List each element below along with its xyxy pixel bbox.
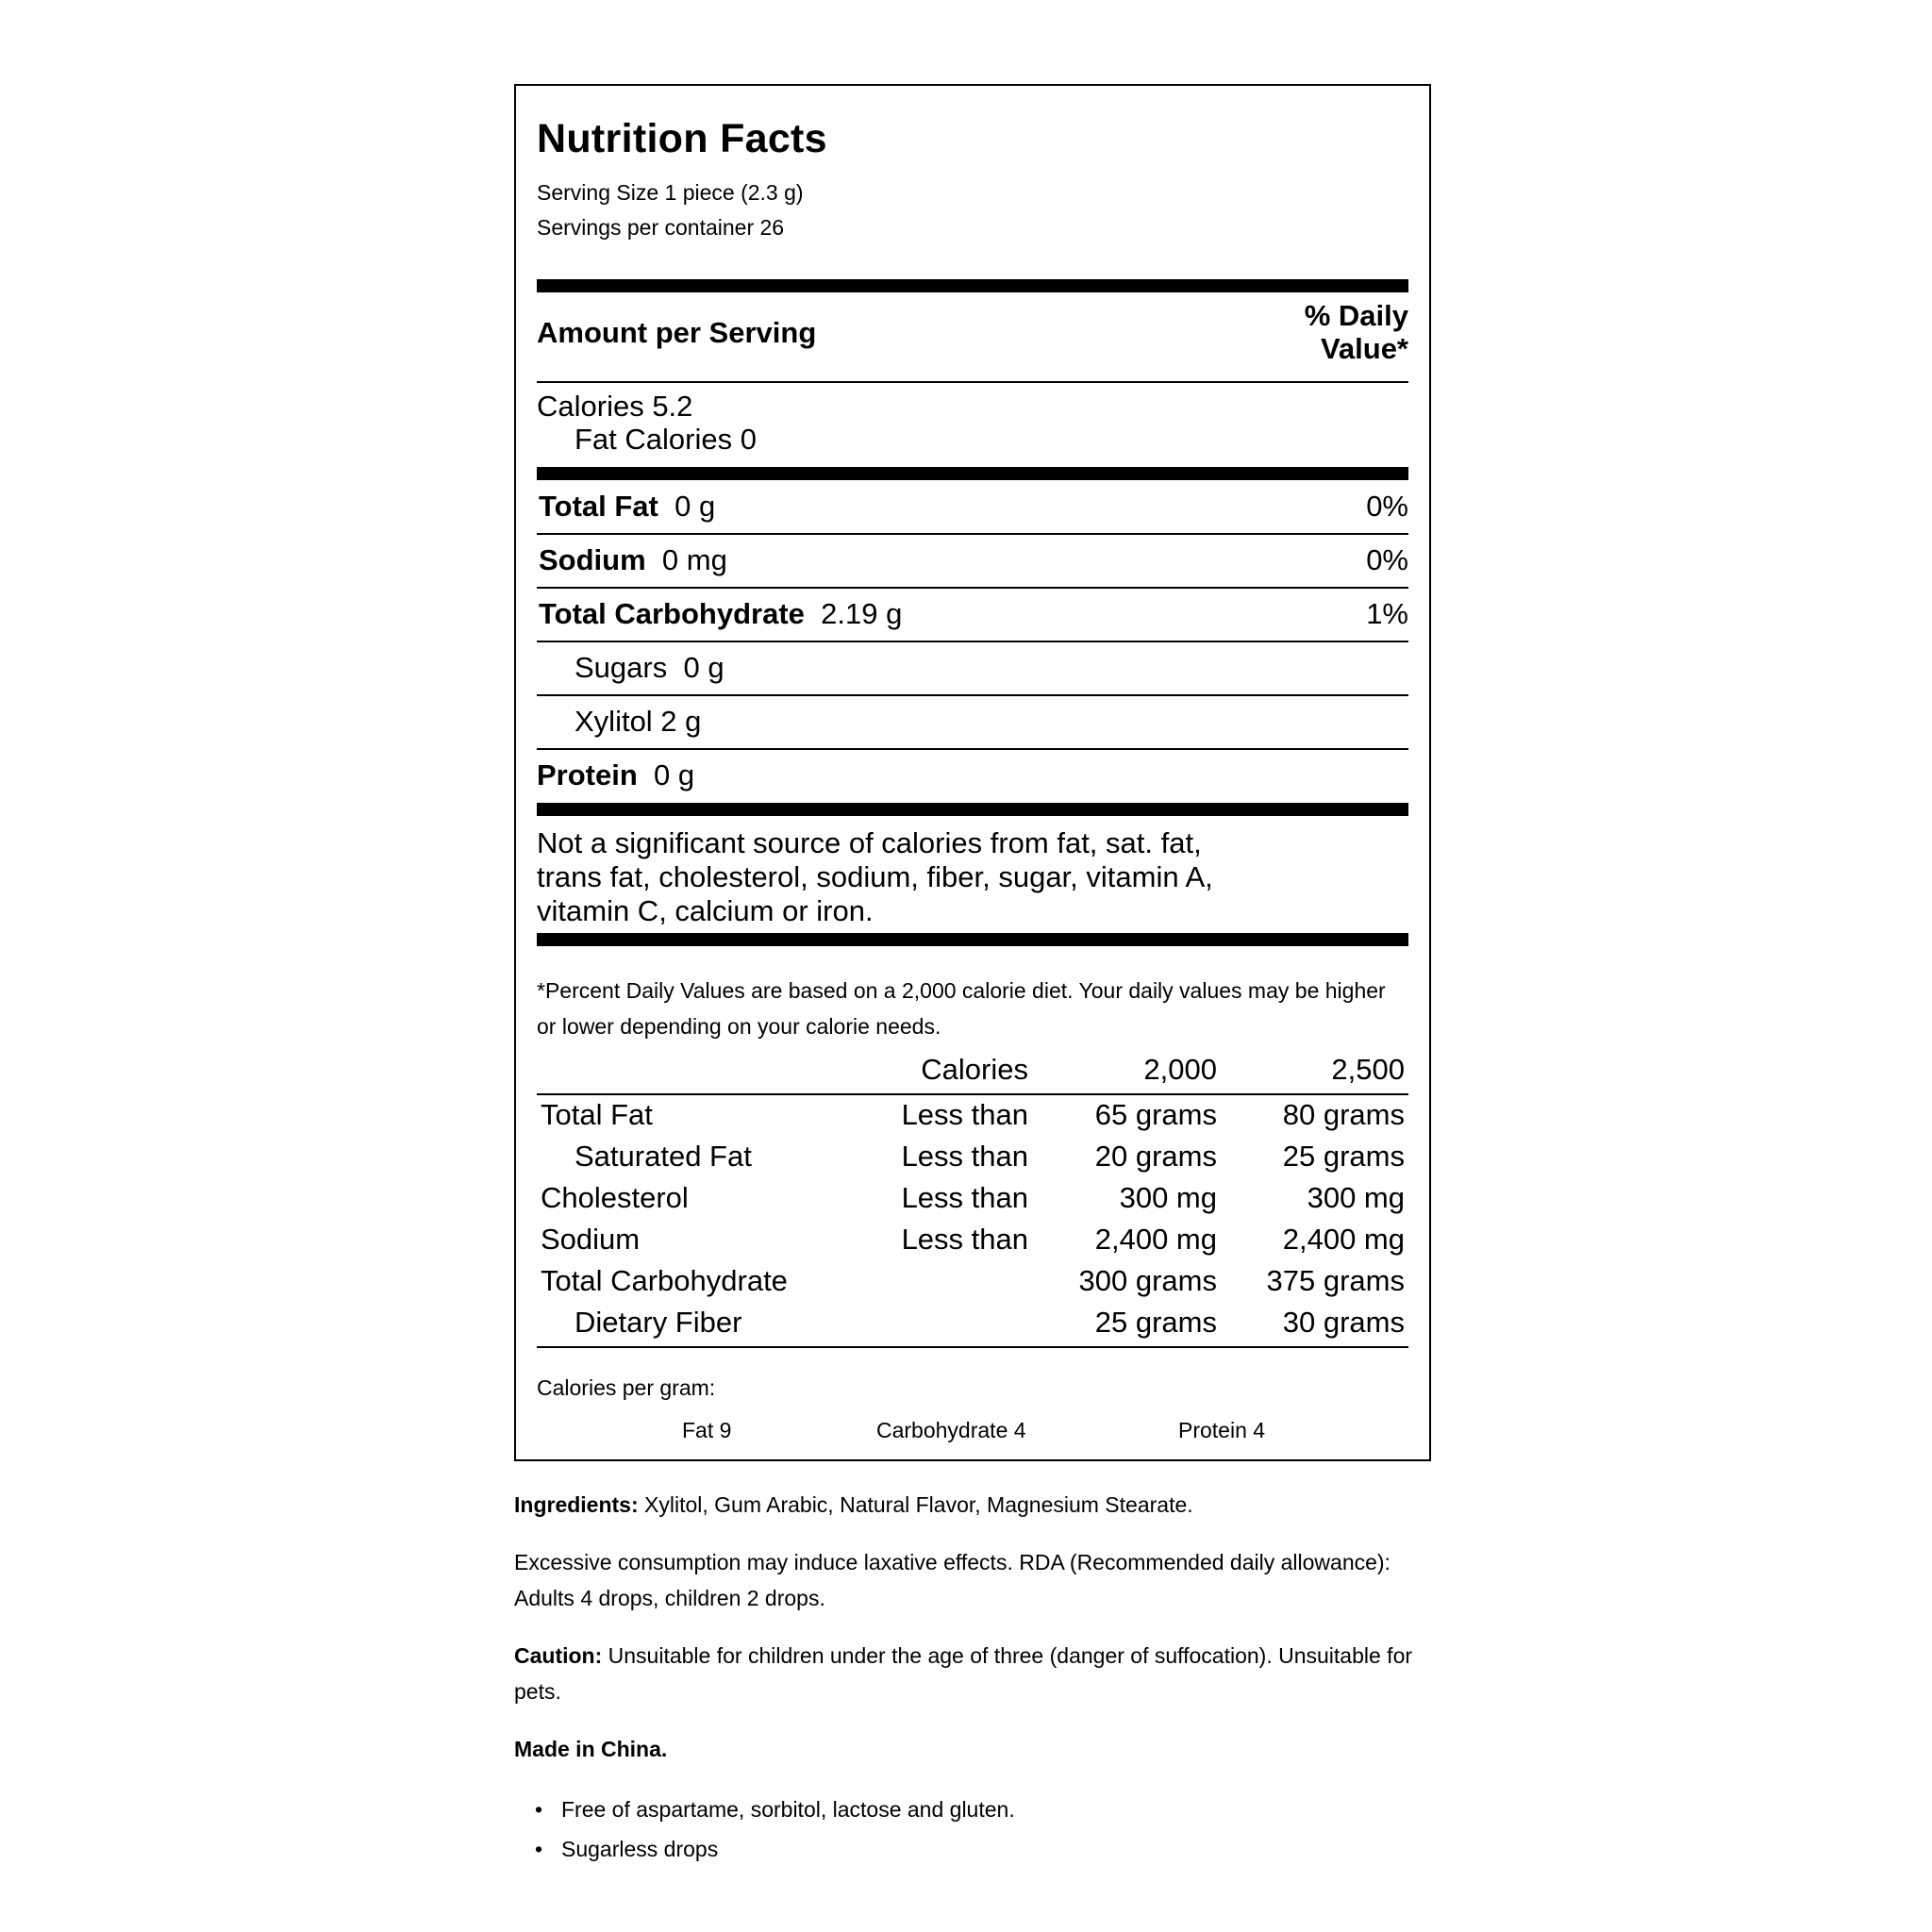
dv-value-2000: 25 grams: [1094, 1306, 1217, 1339]
daily-value-heading-line1: % Daily: [1304, 299, 1408, 332]
dv-table-row: [537, 1138, 1408, 1179]
nutrient-row-sugars: [537, 641, 1408, 694]
daily-value-heading: [1305, 299, 1408, 365]
dv-nutrient: Total Fat: [541, 1098, 653, 1131]
amount-per-serving-heading: Amount per Serving: [537, 316, 817, 349]
dv-nutrient: Sodium: [541, 1223, 641, 1256]
dv-table-row: [537, 1179, 1408, 1221]
caution-label: Caution:: [514, 1643, 603, 1668]
dv-value-2500: 25 grams: [1282, 1140, 1405, 1173]
nutrient-row-total-fat: [537, 480, 1408, 533]
nutrient-label: Xylitol 2 g: [575, 705, 702, 738]
caution: [514, 1638, 1448, 1709]
dv-value-2500: 300 mg: [1307, 1181, 1405, 1214]
calories: Calories 5.2: [537, 390, 693, 423]
feature-list: [514, 1790, 1015, 1869]
nutrition-facts-panel: [514, 84, 1431, 1461]
nutrient-dv: 0%: [1366, 490, 1408, 523]
dv-table-row: [537, 1262, 1408, 1304]
dv-table-header: [537, 1051, 1408, 1092]
dv-nutrient: Dietary Fiber: [575, 1306, 742, 1339]
nutrient-row-total-carbohydrate: [537, 588, 1408, 641]
thick-divider: [537, 467, 1408, 480]
dv-value-2500: 30 grams: [1282, 1306, 1405, 1339]
daily-value-heading-line2: Value*: [1320, 332, 1408, 365]
nutrient-row-xylitol: [537, 695, 1408, 748]
servings-per-container: Servings per container 26: [537, 215, 785, 240]
dv-value-2500: 375 grams: [1266, 1264, 1405, 1297]
dv-value-2500: 2,400 mg: [1282, 1223, 1405, 1256]
caution-text: Unsuitable for children under the age of three (danger of suffocation). Unsuitable for pets.: [514, 1643, 1413, 1704]
dv-nutrient: Saturated Fat: [575, 1140, 752, 1173]
nutrient-dv: 0%: [1366, 543, 1408, 576]
dv-qualifier: Less than: [901, 1181, 1028, 1214]
dv-qualifier: Less than: [901, 1223, 1028, 1256]
nutrient-row-sodium: [537, 534, 1408, 587]
divider: [537, 1093, 1408, 1095]
thick-divider: [537, 933, 1408, 946]
dv-nutrient: Total Carbohydrate: [541, 1264, 788, 1297]
nutrient-label: Total Carbohydrate 2.19 g: [539, 597, 903, 630]
dv-value-2000: 300 grams: [1078, 1264, 1217, 1297]
divider: [537, 1346, 1408, 1348]
dv-table-row: [537, 1096, 1408, 1138]
dv-value-2000: 65 grams: [1094, 1098, 1217, 1131]
nutrient-row-protein: [537, 749, 1408, 802]
nutrient-dv: 1%: [1366, 597, 1408, 630]
dv-table-row: [537, 1304, 1408, 1345]
fat-calories: Fat Calories 0: [575, 423, 757, 456]
nutrient-label: Sodium 0 mg: [539, 543, 727, 576]
laxative-warning: Excessive consumption may induce laxative effects. RDA (Recommended daily allowance): Adults 4 drops, children 2 drops.: [514, 1550, 1391, 1610]
not-significant-source-note: Not a significant source of calories from fat, sat. fat, trans fat, cholesterol, sodium, fiber, sugar, vitamin A, vitamin C, calcium or iron.: [537, 826, 1213, 927]
list-item: • Free of aspartame, sorbitol, lactose and gluten.: [561, 1790, 1015, 1829]
ingredients-text: Xylitol, Gum Arabic, Natural Flavor, Magnesium Stearate.: [644, 1492, 1193, 1517]
dv-header-calories: Calories: [921, 1053, 1028, 1086]
dv-table-row: [537, 1221, 1408, 1262]
dv-qualifier: Less than: [901, 1098, 1028, 1131]
calories-per-gram-label: Calories per gram:: [537, 1375, 716, 1400]
made-in: Made in China.: [514, 1737, 668, 1761]
dv-value-2500: 80 grams: [1282, 1098, 1405, 1131]
nutrition-facts-title: Nutrition Facts: [537, 116, 827, 161]
calories-per-gram-carbohydrate: Carbohydrate 4: [876, 1418, 1026, 1442]
dv-nutrient: Cholesterol: [541, 1181, 689, 1214]
thick-divider: [537, 279, 1408, 292]
dv-value-2000: 2,400 mg: [1094, 1223, 1217, 1256]
dv-value-2000: 20 grams: [1094, 1140, 1217, 1173]
dv-header-2000: 2,000: [1143, 1053, 1217, 1086]
list-item: • Sugarless drops: [561, 1829, 1015, 1869]
divider: [537, 381, 1408, 383]
ingredients-label: Ingredients:: [514, 1492, 639, 1517]
nutrient-label: Total Fat 0 g: [539, 490, 716, 523]
nutrient-label: Protein 0 g: [537, 758, 695, 791]
calories-per-gram-fat: Fat 9: [682, 1418, 732, 1442]
ingredients: [514, 1487, 1448, 1523]
thick-divider: [537, 803, 1408, 816]
dv-value-2000: 300 mg: [1119, 1181, 1217, 1214]
calories-per-gram-protein: Protein 4: [1178, 1418, 1266, 1442]
dv-qualifier: Less than: [901, 1140, 1028, 1173]
serving-size: Serving Size 1 piece (2.3 g): [537, 180, 804, 205]
daily-value-footnote: *Percent Daily Values are based on a 2,000 calorie diet. Your daily values may be higher or lower depending on your calorie needs.: [537, 978, 1386, 1039]
dv-header-2500: 2,500: [1331, 1053, 1405, 1086]
nutrient-label: Sugars 0 g: [575, 651, 724, 684]
